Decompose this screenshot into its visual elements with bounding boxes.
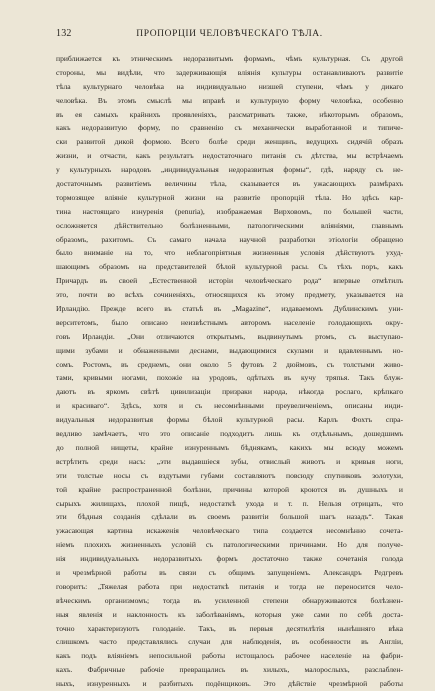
text-line: видуальныя недоразвитыя формы бѣлой культурной расы. Карлъ Фохтъ спра-	[56, 415, 403, 425]
text-line: и красиваго“. Здѣсь, хотя и съ несомнѣнными преувеличеніемъ, описаны инди-	[56, 401, 403, 411]
text-line: тѣла культурнаго человѣка на индивидуально низшей ступени, чѣмъ у дикаго	[56, 81, 403, 91]
text-line: ски развитой дикой формою. Всего болѣе среди женщинъ, ведущихъ сидячій образъ	[56, 137, 403, 147]
text-line: ведливо замѣчаетъ, что это описаніе подходитъ лишь къ отдѣльнымъ, дошедшимъ	[56, 429, 403, 439]
body-text	[56, 52, 403, 691]
text-line: было вниманіе на то, что неблагопріятныя жизненныя условія дѣйствуютъ ухуд-	[56, 248, 403, 258]
text-line: эти толстые носы съ вздутыми губами составляютъ повсюду спутниковъ золотухи,	[56, 470, 403, 480]
text-line: какъ подъ вліяніемъ непосильной работы истощалось рабочее населеніе на фабри-	[56, 651, 403, 661]
text-line: ныхъ, изнуренныхъ и разбитыхъ подёнщиковъ. Это дѣйствіе чрезмѣрной работы	[56, 679, 403, 689]
text-line: человѣка. Въ этомъ смыслѣ мы вправѣ и культурную форму человѣка, особенно	[56, 95, 403, 105]
text-line: кахъ. Фабричные рабочіе превращались въ хилыхъ, малорослыхъ, разслаблен-	[56, 665, 403, 675]
text-line: достаточнымъ развитіемъ величины тѣла, сказывается въ ужасающихъ размѣрахъ	[56, 179, 403, 189]
page-number: 132	[56, 28, 72, 39]
text-line: точно характеризуютъ голоданіе. Такъ, въ первыя десятилѣтія нынѣшняго вѣка	[56, 623, 403, 633]
text-line: у культурныхъ народовъ „индивидуальныя недоразвитыя формы“, гдѣ, наряду съ не-	[56, 165, 403, 175]
text-line: Причардъ въ своей „Естественной исторіи человѣческаго рода“ впервые отмѣтилъ	[56, 276, 403, 286]
text-line: говоритъ: „Тяжелая работа при недостаткѣ питанія и тогда не переносится чело-	[56, 581, 403, 591]
text-line: той крайне распространенной болѣзни, причины которой кроются въ душныхъ и	[56, 484, 403, 494]
text-line: приближается къ этническимъ недоразвитымъ формамъ, чѣмъ культурная. Съ другой	[56, 54, 403, 63]
text-line: встрѣтить среди насъ: „эти выдавшіеся зубы, отвислый животъ и кривыя ноги,	[56, 456, 403, 466]
text-line: и чрезмѣрной работы въ связи съ общимъ запущеніемъ. Александръ Редгревъ	[56, 567, 403, 577]
text-line: какъ недоразвитую форму, по сравненію съ механически выработанной и типиче-	[56, 123, 403, 133]
text-line: тина настоящаго изнуренія (penuria), изображаемая Вирховомъ, по большей части,	[56, 206, 403, 216]
text-line: сомъ. Ростомъ, въ среднемъ, они около 5 футовъ 2 дюймовъ, съ толстыми живо-	[56, 359, 403, 369]
text-line: въ ея самыхъ крайнихъ проявленіяхъ, разсматривать также, нѣкоторымъ образомъ,	[56, 109, 403, 119]
text-line: сырыхъ жилищахъ, плохой пищѣ, недостаткѣ ухода и т. п. Нельзя отрицать, что	[56, 498, 403, 508]
text-line: даютъ въ яркомъ свѣтѣ цивилизаціи призраки народа, нѣкогда рослаго, крѣпкаго	[56, 387, 403, 397]
text-line: ныя явленія и наклонность къ заболѣваніямъ, которыя уже сами по себѣ доста-	[56, 609, 403, 619]
text-line: ніемъ плохихъ жизненныхъ условій съ патологическими причинами. Но для получе-	[56, 540, 403, 550]
page-header	[56, 28, 403, 42]
running-title: ПРОПОРЦІИ ЧЕЛОВѢЧЕСКАГО ТѢЛА.	[136, 29, 323, 39]
text-line: осложняется дѣйствительно болѣзненными, патологическими вліяніями, главнымъ	[56, 220, 403, 230]
text-line: говъ Ирландіи. „Они отличаются открытымъ, выдвинутымъ ртомъ, съ выступаю-	[56, 331, 403, 341]
text-line: образомъ, рахитомъ. Съ самаго начала научной разработки этіологіи обращено	[56, 234, 403, 244]
text-line: до полной нищеты, крайне изнуреннымъ бѣднякамъ, какихъ мы всюду можемъ	[56, 442, 403, 452]
text-line: ужасающая картина искаженія человѣческаго типа создается несомнѣнно сочета-	[56, 526, 403, 536]
text-line: слишкомъ часто представлялись случаи для наблюденія, въ особенности въ Англіи,	[56, 637, 403, 647]
text-line: это, почти во всѣхъ сочиненіяхъ, относящихся къ этому предмету, указывается на	[56, 290, 403, 300]
text-line: шающимъ образомъ на представителей бѣлой культурной расы. Съ тѣхъ поръ, какъ	[56, 262, 403, 272]
text-line: щими зубами и обнаженными деснами, выдающимися скулами и вдавленнымъ но-	[56, 345, 403, 355]
text-line: тормозящее вліяніе культурной жизни на развитіе пропорцій тѣла. Но здѣсь кар-	[56, 192, 403, 202]
text-line: верситетомъ, было описано неизвѣстнымъ авторомъ населеніе голодающихъ окру-	[56, 317, 403, 327]
text-line: стороны, мы видѣли, что задерживающія вліянія культуры останавливаютъ развитіе	[56, 67, 403, 77]
text-line: эти бѣдныя созданія сдѣлали въ своемъ развитіи большой шагъ назадъ“. Такая	[56, 512, 403, 522]
text-line: вѣческимъ организмомъ; тогда въ усиленной степени обнаруживаются болѣзнен-	[56, 595, 403, 605]
text-line: нія индивидуальныхъ недоразвитыхъ формъ достаточно также сочетанія голода	[56, 554, 403, 564]
text-line: Ирландію. Прежде всего въ статьѣ въ „Magazine“, издаваемомъ Дублинскимъ уни-	[56, 304, 403, 314]
text-line: жизни, и отчасти, какъ результатъ недостаточнаго питанія съ дѣтства, мы встрѣчаемъ	[56, 151, 403, 161]
text-line: тами, кривыми ногами, похожіе на уродовъ, одѣтыхъ въ кучу тряпья. Такъ блуж-	[56, 373, 403, 383]
